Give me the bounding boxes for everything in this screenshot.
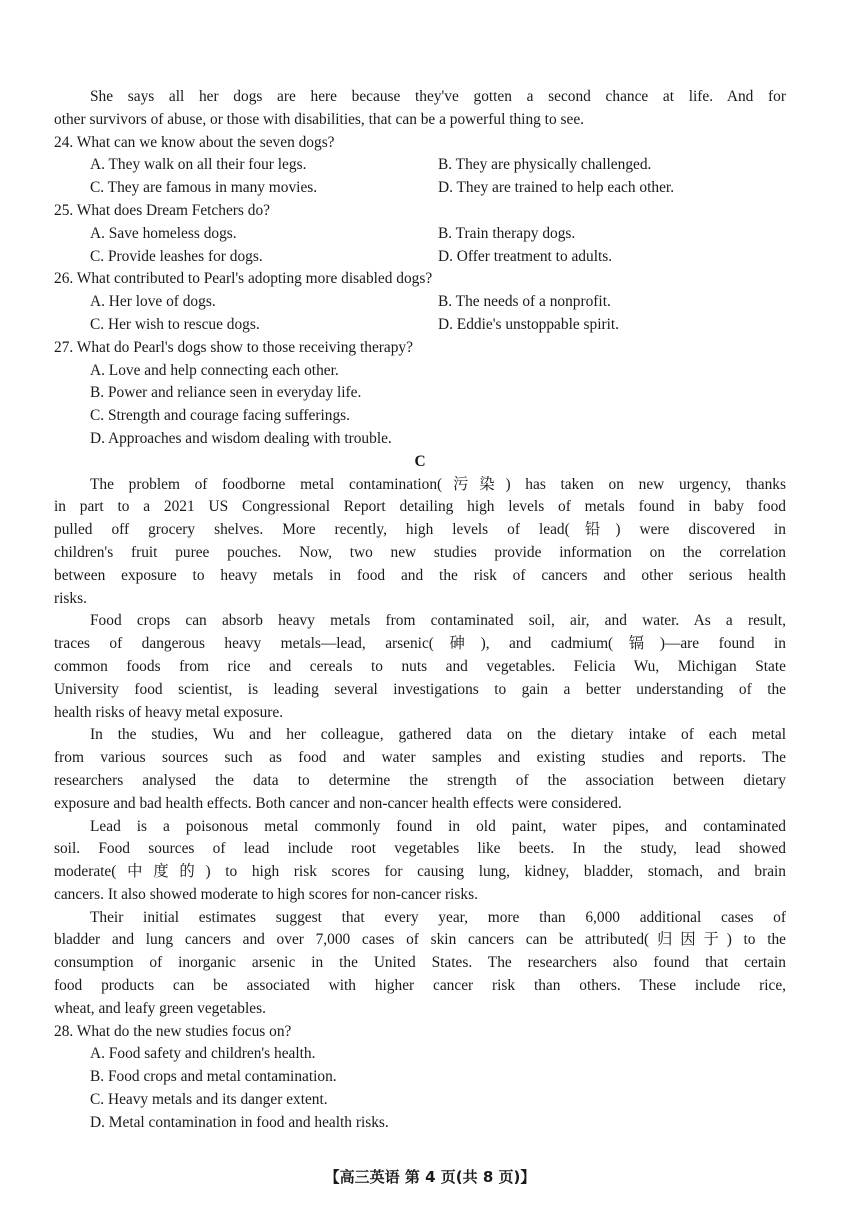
passage-b-ending <box>54 86 786 132</box>
paragraph-5 <box>54 907 786 1021</box>
text-line: consumption of inorganic arsenic in the United States. The researchers also found that certain <box>54 954 786 972</box>
option-a: A. They walk on all their four legs. <box>90 156 307 174</box>
option-d: D. Metal contamination in food and health risks. <box>90 1113 389 1131</box>
question-28 <box>54 1021 786 1135</box>
text-line: In the studies, Wu and her colleague, gathered data on the dietary intake of each metal <box>90 726 786 744</box>
question-stem: 26. What contributed to Pearl's adopting more disabled dogs? <box>54 270 433 288</box>
text-line: children's fruit puree pouches. Now, two new studies provide information on the correlation <box>54 543 786 561</box>
options-row <box>54 246 786 269</box>
option-c: C. Provide leashes for dogs. <box>90 247 263 265</box>
options-row <box>54 223 786 246</box>
text-line: University food scientist, is leading several investigations to gain a better understanding of the <box>54 680 786 698</box>
option-b: B. The needs of a nonprofit. <box>438 293 611 311</box>
text-line: Food crops can absorb heavy metals from contaminated soil, air, and water. As a result, <box>90 612 786 630</box>
text-line: She says all her dogs are here because they've gotten a second chance at life. And for <box>90 88 786 105</box>
text-line: researchers analysed the data to determine the strength of the association between dietary <box>54 771 786 789</box>
paragraph-1 <box>54 474 786 611</box>
option-b: B. Food crops and metal contamination. <box>90 1068 337 1086</box>
options-row <box>54 314 786 337</box>
text-line: Their initial estimates suggest that every year, more than 6,000 additional cases of <box>90 908 786 926</box>
text-line: between exposure to heavy metals in food and the risk of cancers and other serious health <box>54 566 786 584</box>
question-27 <box>54 337 786 451</box>
question-stem: 28. What do the new studies focus on? <box>54 1022 292 1040</box>
question-24 <box>54 132 786 200</box>
option-d: D. They are trained to help each other. <box>438 179 675 197</box>
text-line: bladder and lung cancers and over 7,000 cases of skin cancers can be attributed(归因于) to the <box>54 931 786 949</box>
option-c: C. Heavy metals and its danger extent. <box>90 1091 328 1109</box>
question-25 <box>54 200 786 268</box>
text-line: moderate(中度的) to high risk scores for causing lung, kidney, bladder, stomach, and brain <box>54 863 786 881</box>
option-c: C. They are famous in many movies. <box>90 179 318 197</box>
option-a: A. Save homeless dogs. <box>90 224 237 242</box>
question-stem: 25. What does Dream Fetchers do? <box>54 201 270 219</box>
option-a: A. Food safety and children's health. <box>90 1045 316 1063</box>
page-footer: 【高三英语 第 4 页(共 8 页)】 <box>324 1168 536 1186</box>
option-b: B. Power and reliance seen in everyday life. <box>90 384 362 402</box>
text-line: in part to a 2021 US Congressional Report detailing high levels of metals found in baby food <box>54 498 786 516</box>
text-line: from various sources such as food and water samples and existing studies and reports. The <box>54 749 786 767</box>
text-line: other survivors of abuse, or those with disabilities, that can be a powerful thing to see. <box>54 110 584 128</box>
text-line: health risks of heavy metal exposure. <box>54 703 284 721</box>
text-line: soil. Food sources of lead include root vegetables like beets. In the study, lead showed <box>54 840 786 858</box>
option-b: B. They are physically challenged. <box>438 156 652 174</box>
options-row <box>54 291 786 314</box>
question-stem: 24. What can we know about the seven dogs? <box>54 133 335 151</box>
text-line: food products can be associated with higher cancer risk than others. These include rice, <box>54 977 786 995</box>
option-c: C. Her wish to rescue dogs. <box>90 315 260 333</box>
text-line: cancers. It also showed moderate to high scores for non-cancer risks. <box>54 885 478 903</box>
page-content <box>54 86 786 1135</box>
paragraph-2 <box>54 610 786 724</box>
text-line: common foods from rice and cereals to nuts and vegetables. Felicia Wu, Michigan State <box>54 657 786 675</box>
option-c: C. Strength and courage facing sufferings. <box>90 407 351 425</box>
option-d: D. Offer treatment to adults. <box>438 247 613 265</box>
text-line: wheat, and leafy green vegetables. <box>54 999 266 1017</box>
option-d: D. Eddie's unstoppable spirit. <box>438 315 620 333</box>
text-line: The problem of foodborne metal contamination(污染) has taken on new urgency, thanks <box>90 475 786 493</box>
options-row <box>54 177 786 200</box>
text-line: pulled off grocery shelves. More recently, high levels of lead(铅) were discovered in <box>54 521 786 539</box>
option-a: A. Her love of dogs. <box>90 293 216 311</box>
question-26 <box>54 268 786 336</box>
section-c-title: C <box>414 452 426 470</box>
text-line: risks. <box>54 589 87 607</box>
option-a: A. Love and help connecting each other. <box>90 361 339 379</box>
passage-c <box>54 474 786 1021</box>
text-line: Lead is a poisonous metal commonly found in old paint, water pipes, and contaminated <box>90 817 786 835</box>
question-stem: 27. What do Pearl's dogs show to those receiving therapy? <box>54 338 413 356</box>
option-b: B. Train therapy dogs. <box>438 224 576 242</box>
option-d: D. Approaches and wisdom dealing with trouble. <box>90 429 392 447</box>
paragraph-4 <box>54 816 786 907</box>
text-line: exposure and bad health effects. Both cancer and non-cancer health effects were considered. <box>54 794 622 812</box>
options-row <box>54 154 786 177</box>
text-line: traces of dangerous heavy metals—lead, arsenic(砷), and cadmium(镉)—are found in <box>54 635 786 653</box>
paragraph-3 <box>54 724 786 815</box>
